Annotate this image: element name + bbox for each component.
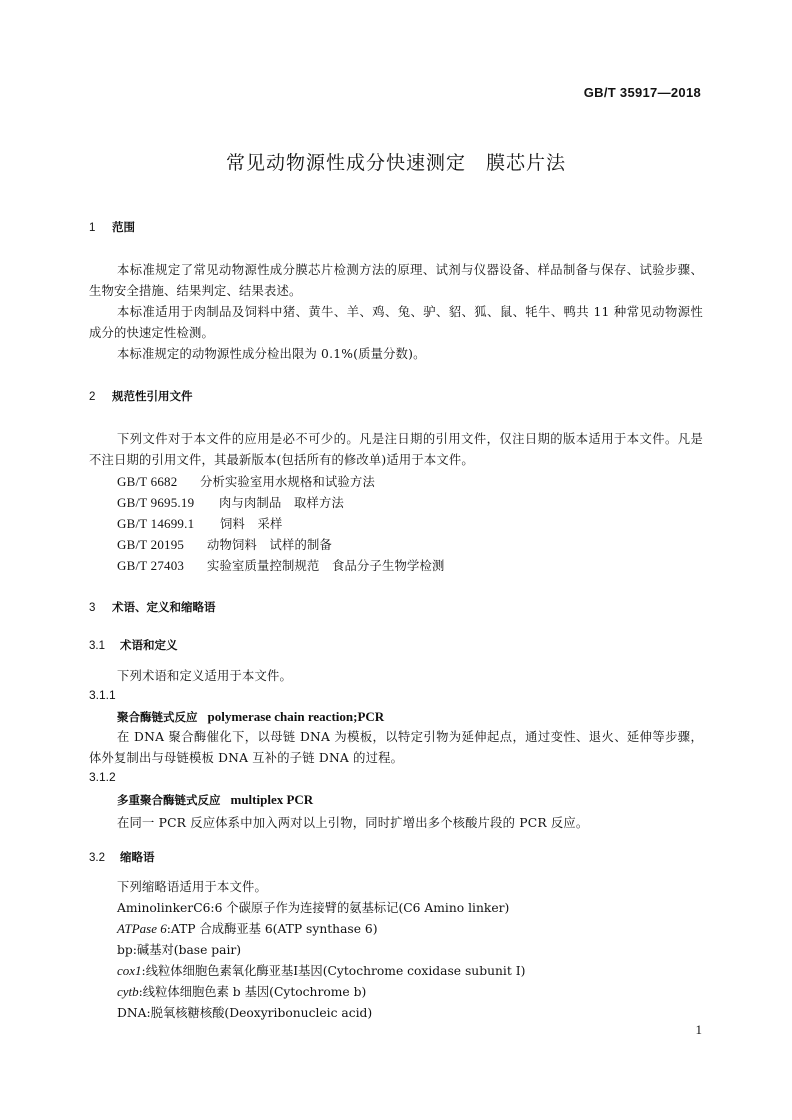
abbreviation-desc: :线粒体细胞色素 b 基因(Cytochrome b) [138, 985, 367, 999]
reference-title: 饲料 采样 [220, 517, 283, 531]
standard-code: GB/T 35917—2018 [583, 85, 701, 100]
term-chinese: 多重聚合酶链式反应 [117, 793, 221, 807]
reference-title: 肉与肉制品 取样方法 [219, 496, 344, 510]
section-2-intro: 下列文件对于本文件的应用是必不可少的。凡是注日期的引用文件，仅注日期的版本适用于本文件。凡是不注日期的引用文件，其最新版本(包括所有的修改单)适用于本文件。 [89, 432, 703, 468]
abbreviation-item [117, 961, 525, 979]
abbreviation-item [117, 982, 366, 1000]
reference-code: GB/T 9695.19 [117, 495, 195, 510]
section-1-paragraph-2: 本标准适用于肉制品及饲料中猪、黄牛、羊、鸡、兔、驴、貂、狐、鼠、牦牛、鸭共 11 种常见动物源性成分的快速定性检测。 [89, 305, 703, 341]
page-number: 1 [695, 1022, 702, 1037]
reference-item [117, 514, 283, 532]
reference-code: GB/T 14699.1 [117, 516, 195, 531]
section-number: 2 [89, 391, 96, 403]
reference-item [117, 472, 375, 490]
subsection-3-2-heading [89, 849, 155, 865]
reference-code: GB/T 6682 [117, 474, 178, 489]
abbreviation-term: ATPase 6 [117, 921, 167, 936]
abbreviation-term: cox1 [117, 963, 142, 978]
term-chinese: 聚合酶链式反应 [117, 710, 198, 724]
reference-item [117, 556, 444, 574]
term-heading [117, 709, 384, 725]
abbreviation-item [117, 1003, 372, 1021]
reference-title: 实验室质量控制规范 食品分子生物学检测 [207, 559, 445, 573]
reference-code: GB/T 27403 [117, 558, 185, 573]
term-heading [117, 792, 313, 808]
term-english: multiplex PCR [230, 792, 314, 807]
reference-code: GB/T 20195 [117, 537, 185, 552]
abbreviation-term: AminolinkerC6 [117, 901, 211, 915]
abbreviation-item [117, 919, 378, 937]
abbreviation-item [117, 898, 509, 916]
reference-item [117, 493, 344, 511]
term-english: polymerase chain reaction;PCR [207, 709, 385, 724]
subsection-title: 缩略语 [120, 850, 155, 864]
section-2-heading [89, 388, 193, 404]
term-number: 3.1.1 [89, 688, 116, 702]
section-number: 1 [89, 222, 96, 234]
abbreviation-desc: :线粒体细胞色素氧化酶亚基Ⅰ基因(Cytochrome coxidase subunit Ⅰ) [141, 964, 526, 978]
abbreviation-desc: :碱基对(base pair) [132, 943, 242, 957]
abbreviation-term: bp [117, 943, 133, 957]
section-title: 范围 [112, 220, 135, 234]
subsection-number: 3.1 [89, 640, 105, 652]
subsection-3-1-intro: 下列术语和定义适用于本文件。 [117, 669, 292, 683]
section-title: 术语、定义和缩略语 [112, 600, 216, 614]
abbreviation-desc: :脱氧核糖核酸(Deoxyribonucleic acid) [146, 1006, 373, 1020]
term-definition: 在同一 PCR 反应体系中加入两对以上引物，同时扩增出多个核酸片段的 PCR 反应。 [117, 816, 589, 830]
abbreviation-desc: :6 个碳原子作为连接臂的氨基标记(C6 Amino linker) [210, 901, 510, 915]
section-1-paragraph-3: 本标准规定的动物源性成分检出限为 0.1%(质量分数)。 [117, 347, 426, 361]
term-number: 3.1.2 [89, 770, 116, 784]
document-title: 常见动物源性成分快速测定 膜芯片法 [225, 152, 566, 174]
section-title: 规范性引用文件 [112, 389, 193, 403]
section-1-heading [89, 219, 135, 235]
abbreviation-term: DNA [117, 1006, 147, 1020]
term-definition: 在 DNA 聚合酶催化下，以母链 DNA 为模板，以特定引物为延伸起点，通过变性、退火、延伸等步骤，体外复制出与母链模板 DNA 互补的子链 DNA 的过程。 [89, 730, 703, 766]
reference-title: 动物饲料 试样的制备 [207, 538, 332, 552]
subsection-3-2-intro: 下列缩略语适用于本文件。 [117, 880, 267, 894]
reference-item [117, 535, 332, 553]
subsection-title: 术语和定义 [120, 638, 178, 652]
reference-title: 分析实验室用水规格和试验方法 [200, 475, 375, 489]
subsection-3-1-heading [89, 637, 178, 653]
section-number: 3 [89, 602, 96, 614]
section-1-paragraph-1: 本标准规定了常见动物源性成分膜芯片检测方法的原理、试剂与仪器设备、样品制备与保存、试验步骤、生物安全措施、结果判定、结果表述。 [89, 263, 703, 299]
subsection-number: 3.2 [89, 852, 105, 864]
section-3-heading [89, 599, 216, 615]
abbreviation-desc: :ATP 合成酶亚基 6(ATP synthase 6) [166, 922, 378, 936]
abbreviation-item [117, 940, 241, 958]
abbreviation-term: cytb [117, 984, 139, 999]
